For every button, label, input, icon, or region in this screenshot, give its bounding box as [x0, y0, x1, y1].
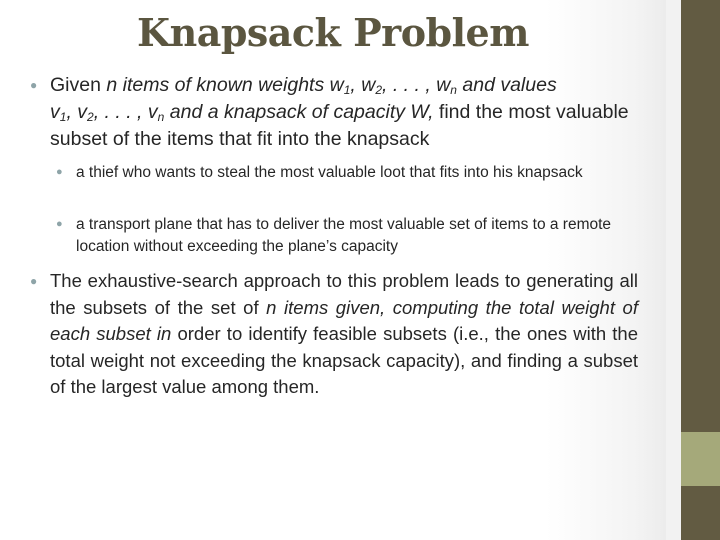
text-items-weights: n items of known weights w: [106, 74, 344, 96]
slide-title: Knapsack Problem: [137, 10, 529, 55]
text-lead: Given: [50, 74, 107, 96]
text-vn: , . . . , v: [93, 101, 158, 123]
text-tail: find the most valuable subset of the items that fit into the knapsack: [50, 101, 629, 150]
decorative-side-accent: [681, 432, 720, 486]
text-part-b: order to identify feasible subsets (i.e., the ones with the total weight not exceeding the knapsack capacity), and finding a subset of the largest value among them.: [50, 323, 638, 397]
bullet-item-exhaustive-search: [30, 268, 638, 401]
bullet-dot-icon: ●: [30, 274, 38, 288]
bullet-item-problem-statement: [30, 72, 638, 153]
subscript: n: [157, 110, 165, 124]
bullet-dot-icon: ●: [56, 218, 63, 230]
text-w2: , w: [350, 74, 376, 96]
bullet-dot-icon: ●: [56, 166, 63, 178]
text-and-capacity: and a knapsack of capacity W,: [164, 101, 434, 123]
sub-bullet-text: a thief who wants to steal the most valuable loot that fits into his knapsack: [76, 164, 583, 181]
subscript: 1: [59, 110, 67, 124]
bullet-dot-icon: ●: [30, 78, 38, 92]
subscript: 2: [375, 83, 383, 97]
text-v2: , v: [66, 101, 88, 123]
sub-bullet-item: [56, 162, 638, 184]
subscript: n: [450, 83, 457, 97]
sub-bullet-item: [56, 214, 638, 258]
bullet-text: [50, 268, 638, 401]
text-italic-a: n items given, computing the total weight of each subset in: [50, 296, 638, 344]
sub-bullet-text: a transport plane that has to deliver the most valuable set of items to a remote location without exceeding the plane’s capacity: [76, 216, 612, 255]
text-v1: v: [50, 101, 60, 123]
text-and-values: and values: [456, 74, 557, 96]
bullet-text: [50, 72, 638, 153]
subscript: 2: [87, 110, 94, 124]
text-wn: , . . . , w: [382, 74, 451, 96]
subscript: 1: [343, 83, 351, 97]
text-part-a: The exhaustive-search approach to this problem leads to generating all the subsets of the set of: [50, 270, 638, 318]
